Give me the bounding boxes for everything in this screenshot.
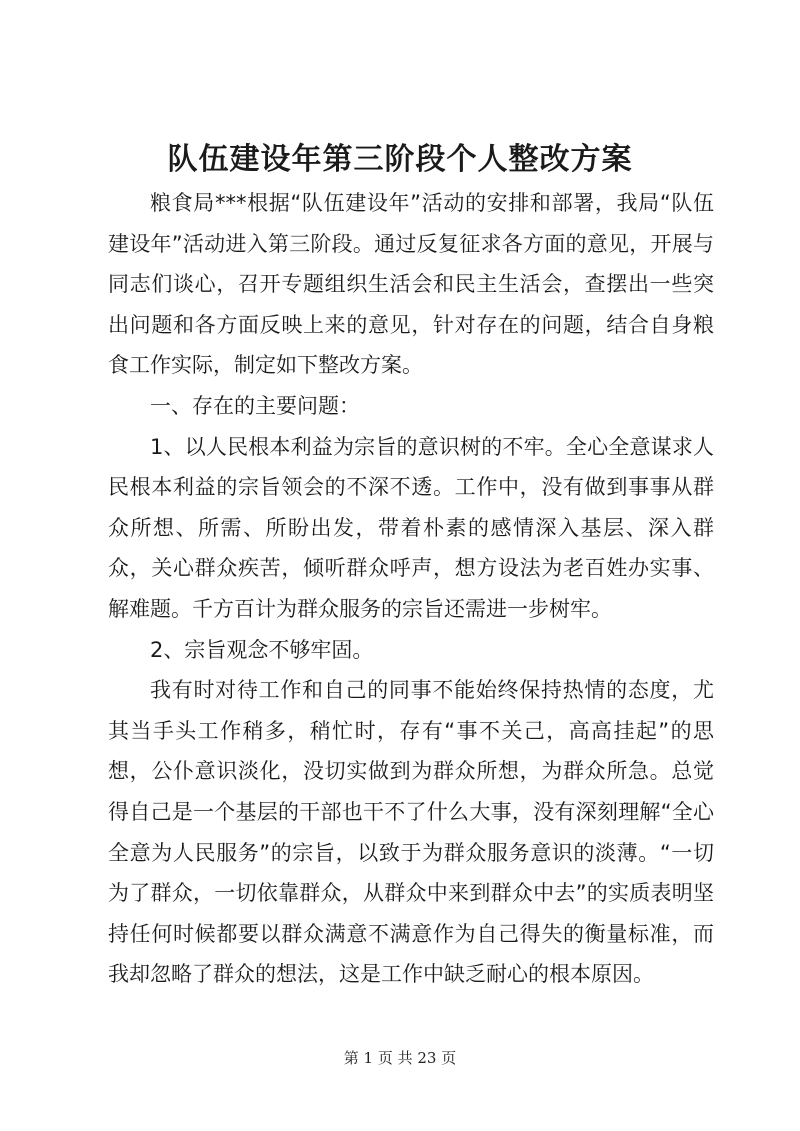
heading-main-problems: 一、存在的主要问题： — [150, 393, 360, 418]
document-title: 队伍建设年第三阶段个人整改方案 — [167, 142, 633, 177]
page-number-footer: 第 1 页 共 23 页 — [343, 1049, 457, 1067]
document-body — [108, 183, 714, 995]
paragraph-intro: 粮食局***根据“队伍建设年”活动的安排和部署，我局“队伍建设年”活动进入第三阶段。通过反复征求各方面的意见，开展与同志们谈心，召开专题组织生活会和民主生活会，查摆出一些突出问题和各方面反映上来的意见，针对存在的问题，结合自身粮食工作实际，制定如下整改方案。 — [108, 191, 714, 378]
paragraph-problem-1: 1、以人民根本利益为宗旨的意识树的不牢。全心全意谋求人民根本利益的宗旨领会的不深不透。工作中，没有做到事事从群众所想、所需、所盼出发，带着朴素的感情深入基层、深入群众，关心群众疾苦，倾听群众呼声，想方设法为老百姓办实事、解难题。千方百计为群众服务的宗旨还需进一步树牢。 — [108, 434, 714, 621]
heading-problem-2: 2、宗旨观念不够牢固。 — [150, 637, 374, 662]
paragraph-problem-2-detail: 我有时对待工作和自己的同事不能始终保持热情的态度，尤其当手头工作稍多，稍忙时，存有“事不关己，高高挂起”的思想，公仆意识淡化，没切实做到为群众所想，为群众所急。总觉得自己是一个基层的干部也干不了什么大事，没有深刻理解“全心全意为人民服务”的宗旨，以致于为群众服务意识的淡薄。“一切为了群众，一切依靠群众，从群众中来到群众中去”的实质表明坚持任何时候都要以群众满意不满意作为自己得失的衡量标准，而我却忽略了群众的想法，这是工作中缺乏耐心的根本原因。 — [108, 678, 714, 987]
